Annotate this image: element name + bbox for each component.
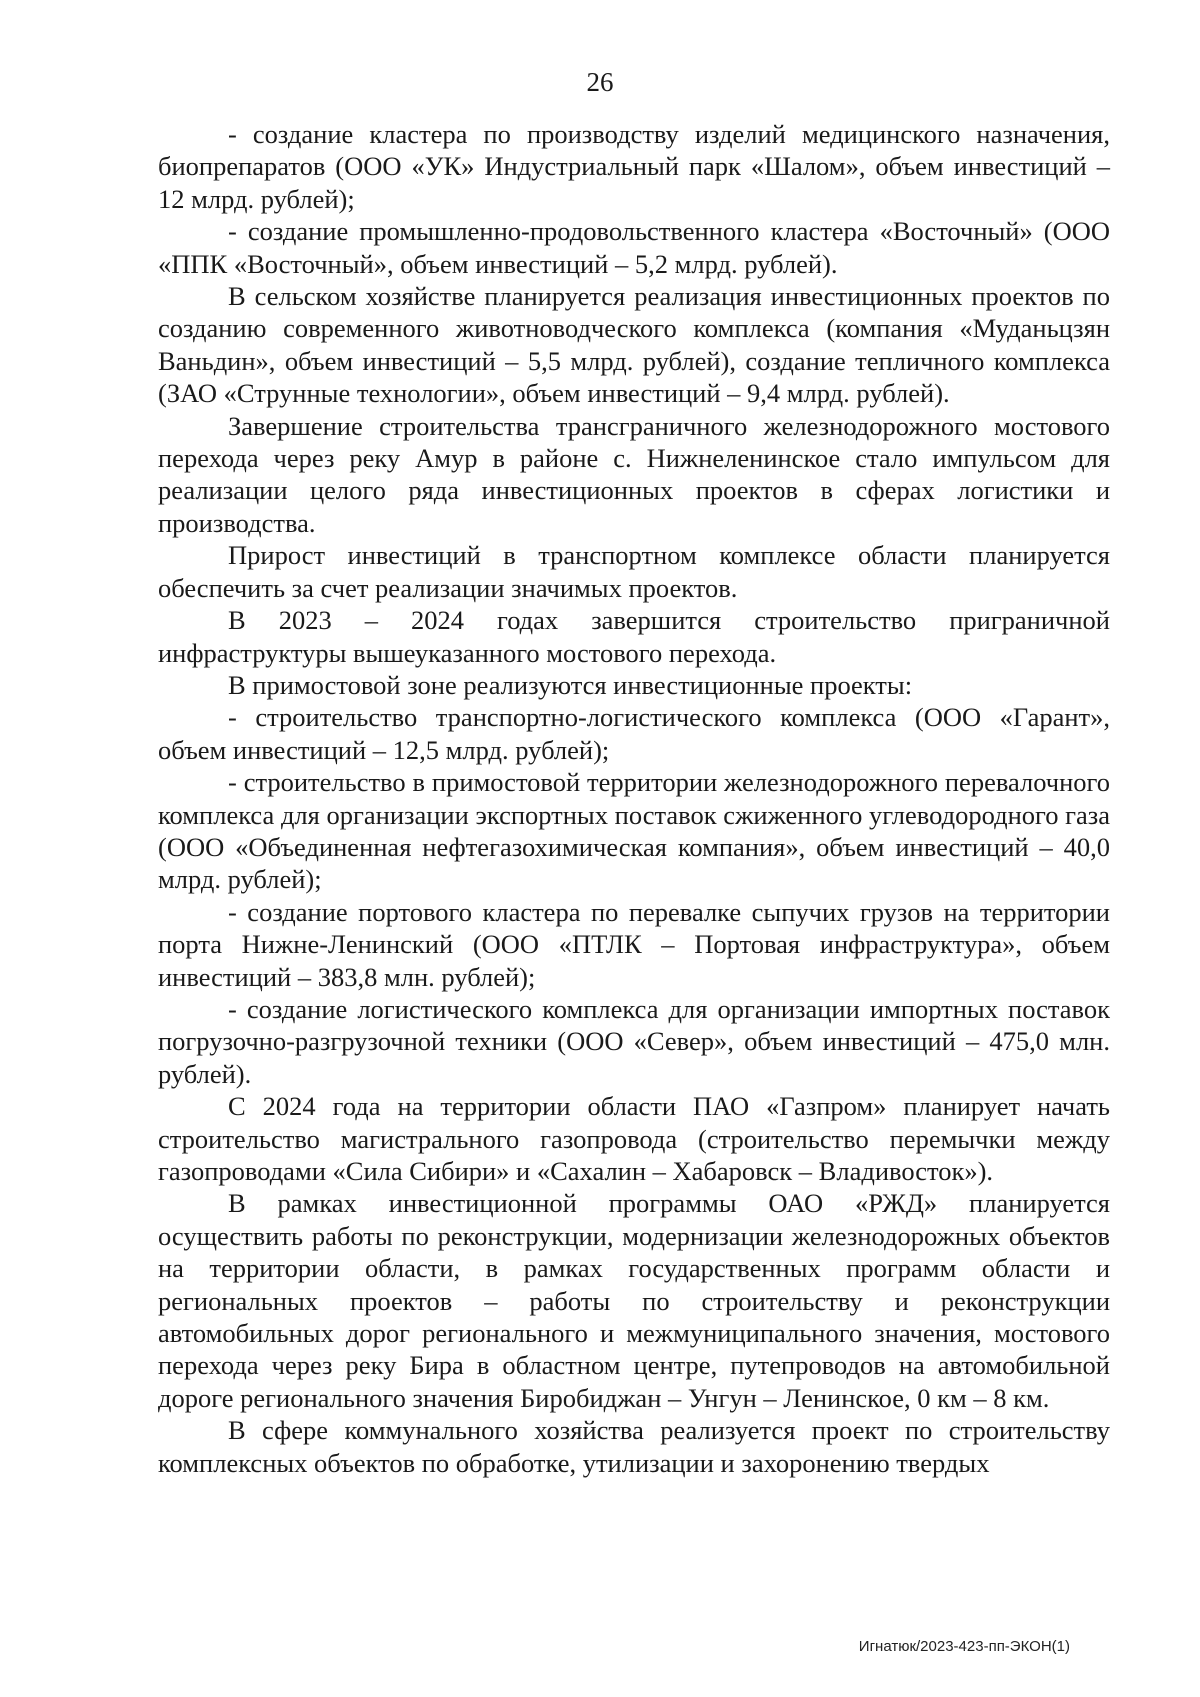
paragraph-10: - создание портового кластера по перевалке сыпучих грузов на территории порта Нижне-Ленинский (ООО «ПТЛК – Портовая инфраструктура», объем инвестиций – 383,8 млн. рублей); [158, 896, 1110, 992]
paragraph-7: В примостовой зоне реализуются инвестиционные проекты: [228, 669, 913, 700]
paragraph-8: - строительство транспортно-логистического комплекса (ООО «Гарант», объем инвестиций – 12,5 млрд. рублей); [158, 702, 1110, 765]
paragraph-4: Завершение строительства трансграничного железнодорожного мостового перехода через реку Амур в районе с. Нижнеленинское стало импульсом для реализации целого ряда инвестиционных проектов в сферах логистики и производства. [158, 410, 1110, 538]
page-number: 26 [586, 67, 614, 97]
paragraph-3: В сельском хозяйстве планируется реализация инвестиционных проектов по созданию современного животноводческого комплекса (компания «Муданьцзян Ваньдин», объем инвестиций – 5,5 млрд. рублей), создание тепличного комплекса (ЗАО «Струнные технологии», объем инвестиций – 9,4 млрд. рублей). [158, 281, 1110, 409]
paragraph-1: - создание кластера по производству изделий медицинского назначения, биопрепаратов (ООО «УК» Индустриальный парк «Шалом», объем инвестиций – 12 млрд. рублей); [158, 119, 1110, 214]
paragraph-13: В рамках инвестиционной программы ОАО «РЖД» планируется осуществить работы по реконструкции, модернизации железнодорожных объектов на территории области, в рамках государственных программ области и региональных проектов – работы по строительству и реконструкции автомобильных дорог регионального и межмуниципального значения, мостового перехода через реку Бира в областном центре, путепроводов на автомобильной дороге регионального значения Биробиджан – Унгун – Ленинское, 0 км – 8 км. [158, 1188, 1110, 1413]
paragraph-6: В 2023 – 2024 годах завершится строительство приграничной инфраструктуры вышеуказанного мостового перехода. [158, 605, 1110, 668]
paragraph-5: Прирост инвестиций в транспортном комплексе области планируется обеспечить за счет реализации значимых проектов. [158, 540, 1110, 603]
paragraph-12: С 2024 года на территории области ПАО «Газпром» планирует начать строительство магистрального газопровода (строительство перемычки между газопроводами «Сила Сибири» и «Сахалин – Хабаровск – Владивосток»). [158, 1091, 1110, 1186]
paragraph-9: - строительство в примостовой территории железнодорожного перевалочного комплекса для организации экспортных поставок сжиженного углеводородного газа (ООО «Объединенная нефтегазохимическая компания», объем инвестиций – 40,0 млрд. рублей); [158, 767, 1110, 895]
paragraph-11: - создание логистического комплекса для организации импортных поставок погрузочно-разгрузочной техники (ООО «Север», объем инвестиций – 475,0 млн. рублей). [158, 993, 1110, 1089]
body-text [158, 118, 1110, 1479]
paragraph-14: В сфере коммунального хозяйства реализуется проект по строительству комплексных объектов по обработке, утилизации и захоронению твердых [158, 1415, 1110, 1478]
paragraph-2: - создание промышленно-продовольственного кластера «Восточный» (ООО «ППК «Восточный», объем инвестиций – 5,2 млрд. рублей). [158, 216, 1110, 279]
document-reference-code: Игнатюк/2023-423-пп-ЭКОН(1) [858, 1638, 1070, 1655]
